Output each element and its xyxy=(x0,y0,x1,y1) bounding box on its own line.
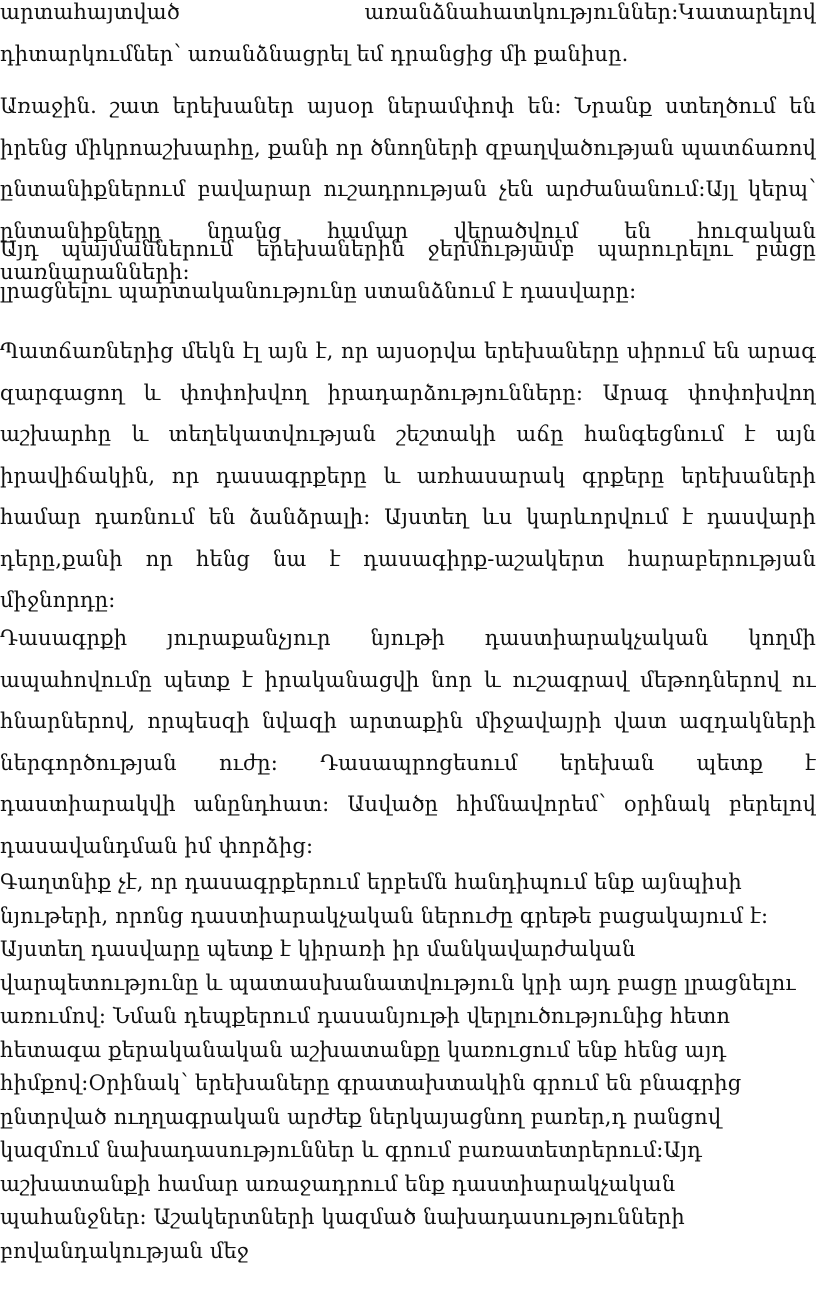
paragraph-1: արտահայտված առանձնահատկություններ:Կատարելով դիտարկումներ՝ առանձնացրել եմ դրանցից մի քանիսը. xyxy=(0,0,816,66)
paragraph-6: Գաղտնիք չէ, որ դասագրքերում երբեմն հանդիպում ենք այնպիսի նյութերի, որոնց դաստիարակչական ներուժը գրեթե բացակայում է: Այստեղ դասվարը պետք է կիրառի իր մանկավարժական վարպետությունը և պատասխանատվություն կրի այդ բացը լրացնելու առումով: Նման դեպքերում դասանյութի վերլուծությունից հետո հետագա քերականական աշխատանքը կառուցում ենք հենց այդ հիմքով:Օրինակ՝ երեխաները գրատախտակին գրում են բնագրից ընտրված ուղղագրական արժեք ներկայացնող բառեր,դ րանցով կազմում նախադասություններ և գրում բառատետրերում:Այդ աշխատանքի համար առաջադրում ենք դաստիարակչական պահանջներ: Աշակերտների կազմած նախադասությունների բովանդակության մեջ xyxy=(0,870,796,1263)
paragraph-3: Այդ պայմաններում երեխաներին ջերմությամբ պարուրելու բացը լրացնելու պարտականությունը ստանձնում է դասվարը: xyxy=(0,237,816,303)
paragraph-2: Առաջին. շատ երեխաներ այսօր ներամփոփ են: Նրանք ստեղծում են իրենց միկրոաշխարհը, քանի որ ծնողների զբաղվածության պատճառով ընտանիքներում բավարար ուշադրության չեն արժանանում:Այլ կերպ՝ ընտանիքները նրանց համար վերածվում են հուզական սառնարանների: xyxy=(0,94,816,284)
paragraph-5: Դասագրքի յուրաքանչյուր նյութի դաստիարակչական կողմի ապահովումը պետք է իրականացվի նոր և ուշագրավ մեթոդներով ու հնարներով, որպեսզի նվազի արտաքին միջավայրի վատ ազդակների ներգործության ուժը: Դասապրոցեսում երեխան պետք է դաստիարակվի անընդհատ: Ասվածը հիմնավորեմ՝ օրինակ բերելով դասավանդման իմ փորձից: xyxy=(0,626,816,858)
paragraph-4: Պատճառներից մեկն էլ այն է, որ այսօրվա երեխաները սիրում են արագ զարգացող և փոփոխվող իրադարձությունները: Արագ փոփոխվող աշխարհը և տեղեկատվության շեշտակի աճը հանգեցնում է այն իրավիճակին, որ դասագրքերը և առհասարակ գրքերը երեխաների համար դառնում են ձանձրալի: Այստեղ ևս կարևորվում է դասվարի դերը,քանի որ հենց նա է դասագիրք-աշակերտ հարաբերության միջնորդը: xyxy=(0,339,816,612)
